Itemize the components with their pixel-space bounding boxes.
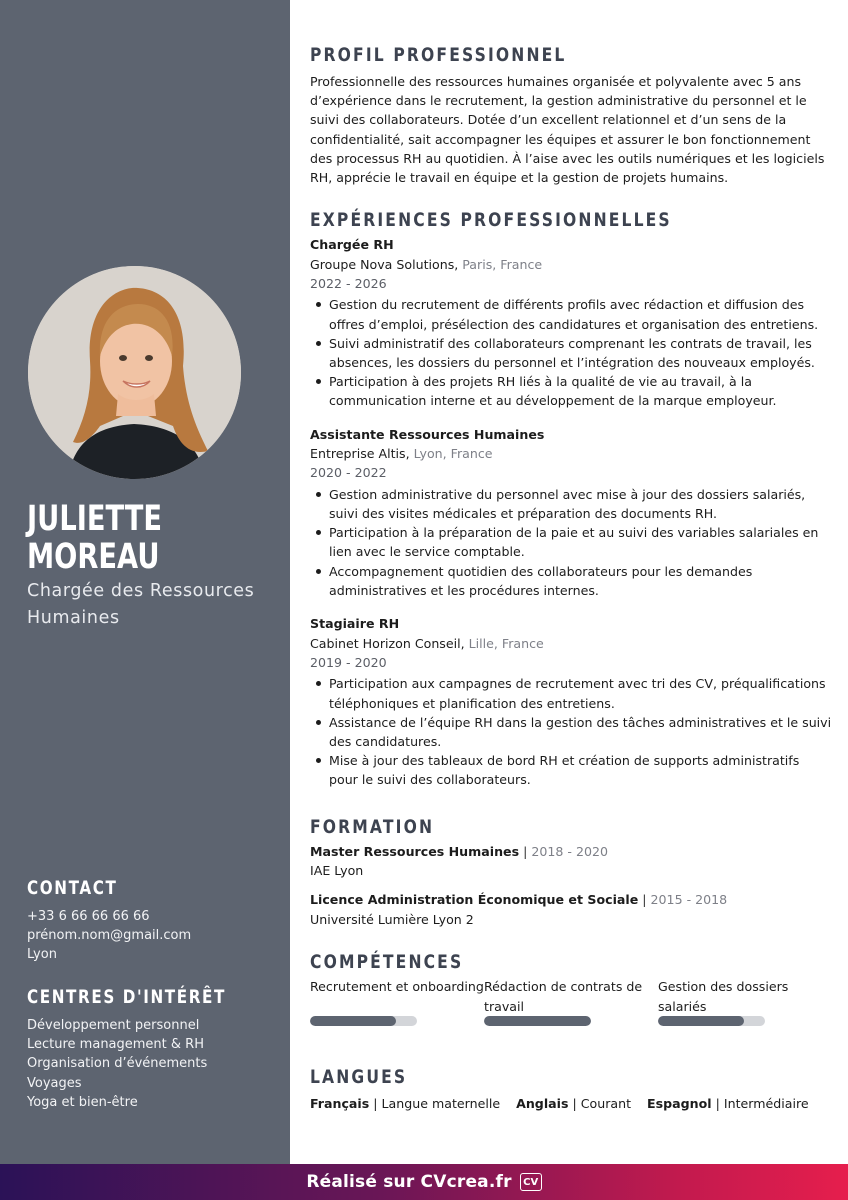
skill-name: Rédaction de contrats de travail xyxy=(484,979,643,1014)
main-content xyxy=(310,44,832,1114)
contact-phone[interactable]: +33 6 66 66 66 66 xyxy=(27,909,150,924)
job-bullet: Gestion administrative du personnel avec mise à jour des dossiers salariés, suivi des visites médicales et préparation des documents RH. xyxy=(310,485,832,523)
job-company-line xyxy=(310,255,832,274)
job-bullet: Suivi administratif des collaborateurs comprenant les contrats de travail, les absences, les dossiers du personnel et l’intégration des nouveaux employés. xyxy=(310,334,832,372)
job-location: Paris, France xyxy=(462,256,543,272)
education-heading: FORMATION xyxy=(310,815,435,838)
job-location: Lyon, France xyxy=(413,446,493,462)
job-company-line xyxy=(310,634,832,653)
language-level: Intermédiaire xyxy=(723,1096,809,1112)
footer-text[interactable]: Réalisé sur CVcrea.fr xyxy=(306,1172,512,1192)
job-entry xyxy=(310,614,832,789)
job-bullets xyxy=(310,485,832,600)
job-bullets xyxy=(310,674,832,789)
job-bullet: Participation aux campagnes de recrutement avec tri des CV, préqualifications téléphoniques et planification des entretiens. xyxy=(310,674,832,712)
skill-item xyxy=(484,977,658,1026)
profile-text: Professionnelle des ressources humaines organisée et polyvalente avec 5 ans d’expérience dans le recrutement, la gestion administrative du personnel et le suivi des collaborateurs. Dotée d’un excellent relationnel et d’un sens de la confidentialité, sait accompagner les équipes et assurer le bon fonctionnement des processus RH au quotidien. À l’aise avec les outils numériques et les logiciels RH, apprécie le travail en équipe et la gestion de projets humains. xyxy=(310,74,825,186)
experience-heading: EXPÉRIENCES PROFESSIONNELLES xyxy=(310,209,672,232)
language-name: Français xyxy=(310,1096,370,1112)
languages-line xyxy=(310,1094,832,1113)
skill-level-fill xyxy=(658,1016,744,1026)
job-title: Chargée des Ressources Humaines xyxy=(27,581,255,628)
job-location: Lille, France xyxy=(468,635,544,651)
job-entry xyxy=(310,425,832,600)
languages-heading: LANGUES xyxy=(310,1066,408,1089)
job-dates: 2022 - 2026 xyxy=(310,276,387,292)
interests-heading: CENTRES D'INTÉRÊT xyxy=(27,986,227,1008)
language-level: Courant xyxy=(580,1096,632,1112)
education-entry xyxy=(310,842,832,881)
interest-item: Lecture management & RH xyxy=(27,1037,204,1053)
education-title-line xyxy=(310,890,832,909)
job-bullet: Assistance de l’équipe RH dans la gestion des tâches administratives et le suivi des candidatures. xyxy=(310,713,832,751)
job-bullet: Participation à la préparation de la paie et au suivi des variables salariales en lien avec le service comptable. xyxy=(310,523,832,561)
education-dates: 2015 - 2018 xyxy=(650,892,728,908)
sidebar xyxy=(0,0,290,1164)
education-section xyxy=(310,816,832,930)
interest-item: Développement personnel xyxy=(27,1018,200,1033)
job-bullet: Mise à jour des tableaux de bord RH et création de supports administratifs pour le suivi des collaborateurs. xyxy=(310,751,832,789)
skill-level-fill xyxy=(484,1016,591,1026)
job-company-line xyxy=(310,444,832,463)
language-separator: | xyxy=(572,1096,577,1112)
interest-item: Organisation d’événements xyxy=(27,1056,208,1072)
job-company: Groupe Nova Solutions, xyxy=(310,256,459,272)
contact-heading: CONTACT xyxy=(27,877,118,899)
contact-list xyxy=(27,907,277,965)
language-level: Langue maternelle xyxy=(381,1096,501,1112)
interests-list xyxy=(27,1016,277,1112)
skill-name: Recrutement et onboarding xyxy=(310,979,484,995)
job-company: Cabinet Horizon Conseil, xyxy=(310,635,465,651)
job-role: Chargée RH xyxy=(310,237,394,253)
education-separator: | xyxy=(523,843,528,859)
job-role: Assistante Ressources Humaines xyxy=(310,426,545,442)
education-entry xyxy=(310,890,832,929)
skill-level-bar xyxy=(658,1016,765,1026)
skill-level-bar xyxy=(484,1016,591,1026)
contact-city: Lyon xyxy=(27,947,57,963)
language-name: Espagnol xyxy=(647,1096,712,1112)
name-last: MOREAU xyxy=(27,537,160,577)
education-degree: Master Ressources Humaines xyxy=(310,843,520,859)
job-bullet: Gestion du recrutement de différents profils avec rédaction et diffusion des offres d’emploi, présélection des candidatures et organisation des entretiens. xyxy=(310,295,832,333)
skill-item xyxy=(310,977,484,1026)
contact-email[interactable]: prénom.nom@gmail.com xyxy=(27,928,192,944)
job-entry xyxy=(310,235,832,410)
job-dates: 2020 - 2022 xyxy=(310,465,387,481)
education-separator: | xyxy=(642,892,647,908)
footer-banner[interactable] xyxy=(0,1164,848,1200)
language-separator: | xyxy=(373,1096,378,1112)
education-title-line xyxy=(310,842,832,861)
interest-item: Voyages xyxy=(27,1075,82,1091)
education-dates: 2018 - 2020 xyxy=(531,843,609,859)
full-name xyxy=(27,500,222,576)
languages-section xyxy=(310,1066,832,1113)
job-company: Entreprise Altis, xyxy=(310,446,410,462)
job-dates: 2019 - 2020 xyxy=(310,654,387,670)
education-school: IAE Lyon xyxy=(310,862,364,878)
job-bullet: Participation à des projets RH liés à la qualité de vie au travail, à la communication interne et au développement de la marque employeur. xyxy=(310,372,832,410)
language-name: Anglais xyxy=(516,1096,569,1112)
name-first: JULIETTE xyxy=(27,499,163,539)
skills-section xyxy=(310,951,832,1026)
profile-heading: PROFIL PROFESSIONNEL xyxy=(310,44,567,66)
language-separator: | xyxy=(715,1096,720,1112)
interests-section xyxy=(27,986,277,1112)
skills-heading: COMPÉTENCES xyxy=(310,951,464,974)
skill-name: Gestion des dossiers salariés xyxy=(658,979,789,1014)
skills-list xyxy=(310,977,832,1026)
education-degree: Licence Administration Économique et Sociale xyxy=(310,892,639,908)
skill-level-bar xyxy=(310,1016,417,1026)
education-school: Université Lumière Lyon 2 xyxy=(310,911,474,927)
experience-section xyxy=(310,209,832,789)
interest-item: Yoga et bien-être xyxy=(27,1094,138,1110)
job-bullets xyxy=(310,295,832,410)
profile-section xyxy=(310,44,832,187)
job-bullet: Accompagnement quotidien des collaborateurs pour les demandes administratives et les procédures internes. xyxy=(310,562,832,600)
contact-section xyxy=(27,877,277,965)
cv-logo-icon: CV xyxy=(520,1173,542,1191)
job-role: Stagiaire RH xyxy=(310,616,400,632)
skill-item xyxy=(658,977,832,1026)
profile-photo xyxy=(28,266,241,479)
skill-level-fill xyxy=(310,1016,396,1026)
